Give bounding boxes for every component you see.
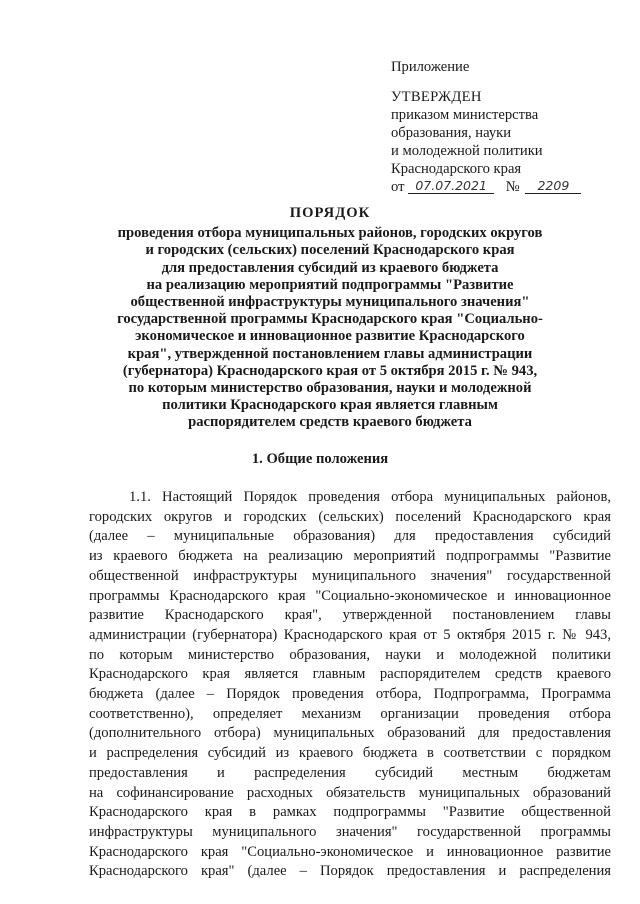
paragraph-line: по которым министерство образования, науки и молодежной политики: [89, 646, 611, 663]
body-text: [89, 488, 611, 882]
order-date-handwritten: 07.07.2021: [408, 179, 494, 194]
title-line: общественной инфраструктуры муниципального значения": [130, 294, 530, 311]
approval-line: приказом министерства: [391, 107, 539, 123]
document-title: [110, 205, 550, 432]
title-line: на реализацию мероприятий подпрограммы "Развитие: [146, 276, 514, 293]
paragraph-line: 1.1. Настоящий Порядок проведения отбора муниципальных районов,: [129, 489, 611, 505]
approved-heading: УТВЕРЖДЕН: [391, 89, 482, 105]
appendix-label: Приложение: [391, 59, 470, 75]
approval-line: образования, науки: [391, 125, 512, 141]
title-line: по которым министерство образования, науки и молодежной: [128, 380, 532, 397]
number-sign: №: [505, 179, 520, 195]
title-line: распорядителем средств краевого бюджета: [188, 414, 472, 431]
paragraph-line: инфраструктуры муниципального значения" государственной программы: [89, 823, 611, 840]
paragraph-line: Краснодарского края в рамках подпрограммы "Развитие общественной: [89, 804, 611, 821]
title-line: и городских (сельских) поселений Краснодарского края: [145, 242, 515, 259]
paragraph-line: общественной инфраструктуры муниципального значения" государственной: [89, 567, 611, 584]
date-prefix: от: [391, 179, 405, 195]
title-main: ПОРЯДОК: [289, 205, 371, 221]
paragraph-line: предоставления и распределения субсидий местным бюджетам: [89, 764, 611, 781]
title-line: государственной программы Краснодарского края "Социально-: [117, 311, 543, 328]
title-line: для предоставления субсидий из краевого бюджета: [161, 259, 499, 276]
paragraph-line: программы Краснодарского края "Социально-экономическое и инновационное: [89, 587, 611, 604]
paragraph-line: соответственно), определяет механизм организации проведения отбора: [89, 705, 611, 722]
order-date-number-line: [391, 178, 631, 196]
title-line: политики Краснодарского края является главным: [162, 397, 498, 414]
paragraph-line: администрации (губернатора) Краснодарского края от 5 октября 2015 г. № 943,: [89, 626, 611, 643]
title-line: (губернатора) Краснодарского края от 5 октября 2015 г. № 943,: [122, 362, 538, 379]
paragraph-line: Краснодарского края "Социально-экономическое и инновационное развитие: [89, 843, 611, 860]
title-line: экономическое и инновационное развитие Краснодарского: [135, 328, 525, 345]
paragraph-line: и распределения субсидий из краевого бюджета в соответствии с порядком: [89, 745, 611, 762]
approval-line: и молодежной политики: [391, 143, 543, 159]
paragraph-line: на софинансирование расходных обязательств муниципальных образований: [89, 784, 611, 801]
title-line: края", утвержденной постановлением главы администрации: [127, 345, 533, 362]
paragraph-line: Краснодарского края является главным распорядителем средств краевого: [89, 666, 611, 683]
paragraph-line: (дополнительного отбора) муниципальных образований для предоставления: [89, 725, 611, 742]
title-line: проведения отбора муниципальных районов, городских округов: [117, 225, 543, 242]
paragraph-line: из краевого бюджета на реализацию мероприятий подпрограммы "Развитие: [89, 548, 611, 565]
paragraph-line: (далее – муниципальные образования) для предоставления субсидий: [89, 528, 611, 545]
paragraph-line: городских округов и городских (сельских) поселений Краснодарского края: [89, 508, 611, 525]
approval-block: [391, 58, 631, 196]
approval-line: Краснодарского края: [391, 161, 522, 177]
paragraph-line: Краснодарского края" (далее – Порядок предоставления и распределения: [89, 863, 611, 880]
section-heading: 1. Общие положения: [251, 451, 389, 467]
order-number-handwritten: 2209: [525, 179, 581, 194]
paragraph-line: развитие Краснодарского края", утвержденной постановлением главы: [89, 607, 611, 624]
paragraph-line: бюджета (далее – Порядок проведения отбора, Подпрограмма, Программа: [89, 686, 611, 703]
